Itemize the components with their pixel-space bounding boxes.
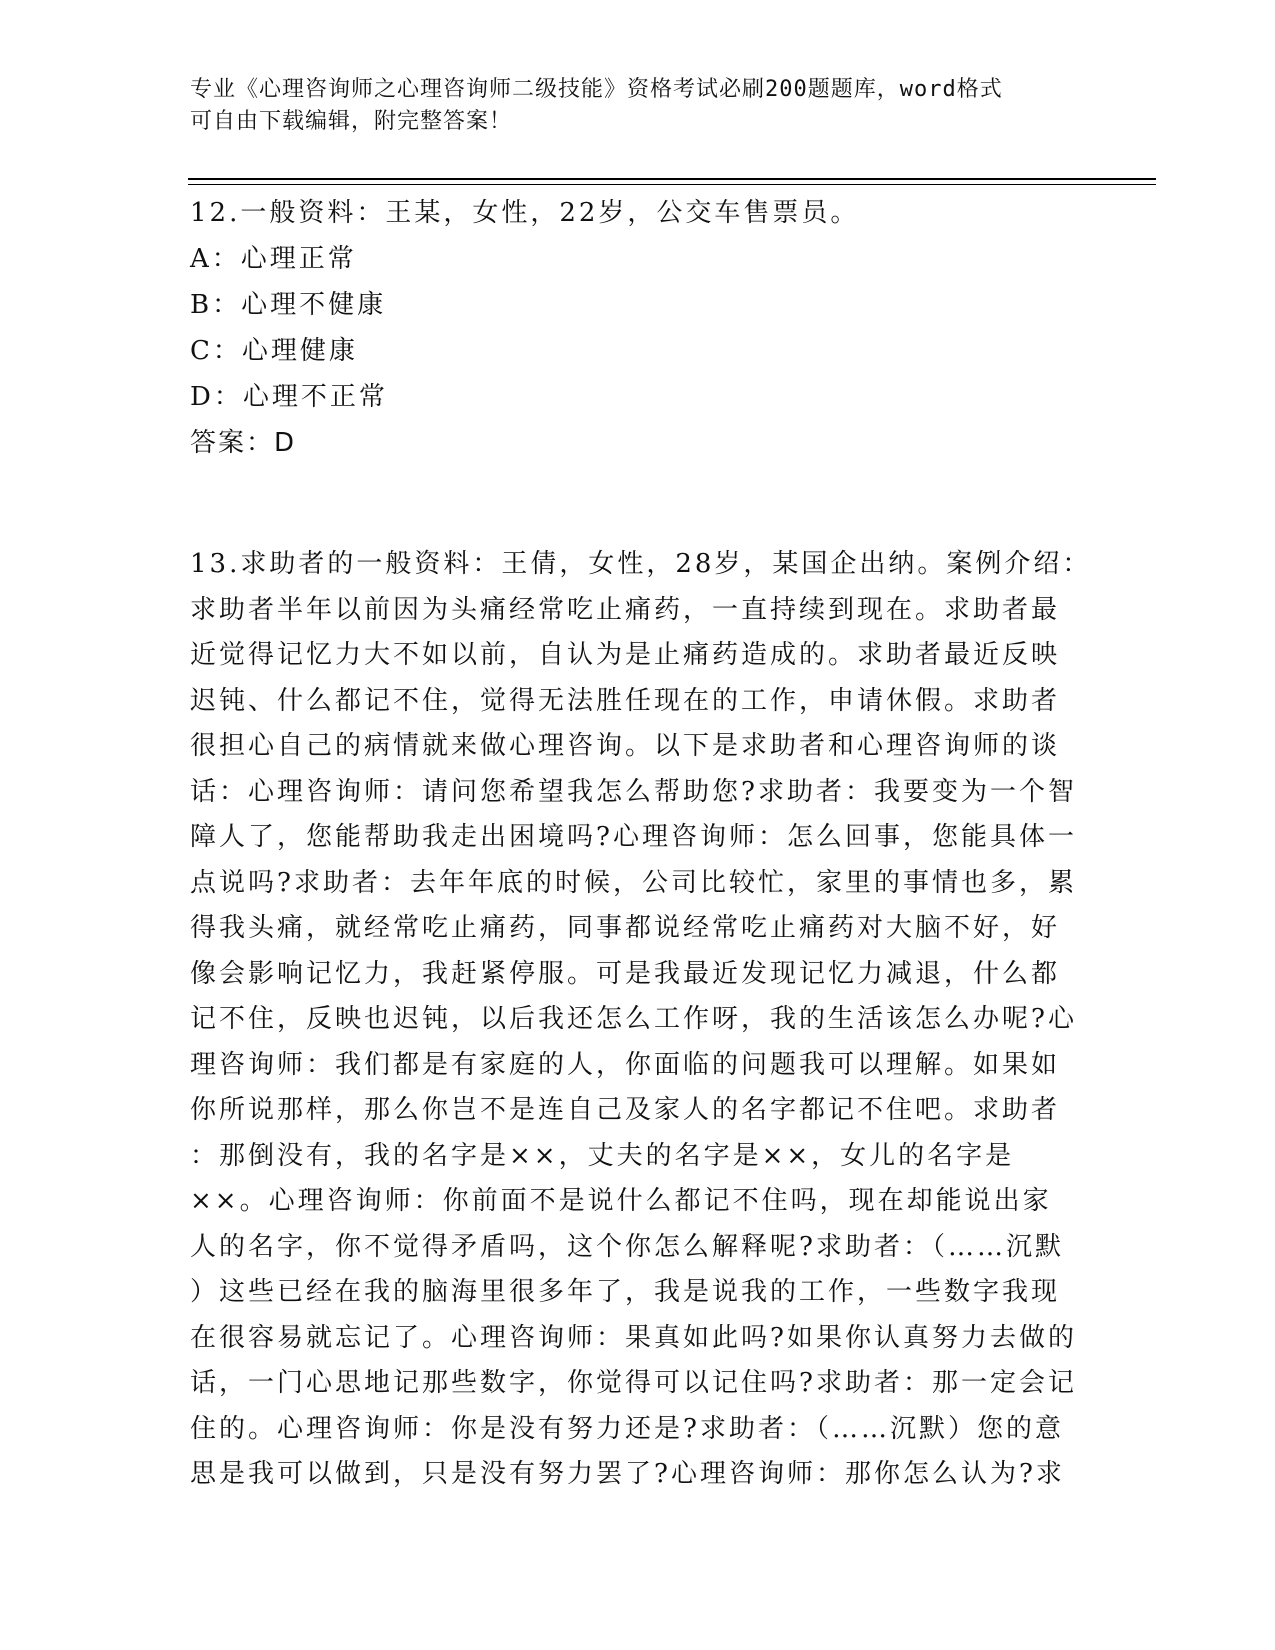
question-text-line: ××。心理咨询师：你前面不是说什么都记不住吗，现在却能说出家 [190,1186,1052,1216]
document-header [190,74,1070,138]
spacer [190,466,1080,542]
question-text-line: 记不住，反映也迟钝，以后我还怎么工作呀，我的生活该怎么办呢?心 [190,1004,1077,1034]
question-text-line: 近觉得记忆力大不如以前，自认为是止痛药造成的。求助者最近反映 [190,640,1061,670]
header-line-1: 专业《心理咨询师之心理咨询师二级技能》资格考试必刷200题题库，word格式 [190,77,1003,102]
question-text-line: 障人了，您能帮助我走出困境吗?心理咨询师：怎么回事，您能具体一 [190,822,1077,852]
question-text-line: 思是我可以做到，只是没有努力罢了?心理咨询师：那你怎么认为?求 [190,1459,1065,1489]
question-text-line: 13.求助者的一般资料：王倩，女性，28岁，某国企出纳。案例介绍： [190,549,1092,579]
question-text-line: 点说吗?求助者：去年年底的时候，公司比较忙，家里的事情也多，累 [190,867,1077,898]
question-text-line: 住的。心理咨询师：你是没有努力还是?求助者：（……沉默）您的意 [190,1413,1064,1444]
question-text-line: ）这些已经在我的脑海里很多年了，我是说我的工作，一些数字我现 [190,1277,1061,1307]
option-b: B：心理不健康 [190,290,387,320]
header-divider-thick [188,178,1156,180]
question-text-line: 迟钝、什么都记不住，觉得无法胜任现在的工作，申请休假。求助者 [190,685,1061,716]
question-text-line: 在很容易就忘记了。心理咨询师：果真如此吗?如果你认真努力去做的 [190,1322,1077,1353]
document-body [190,190,1092,1498]
question-text-line: 得我头痛，就经常吃止痛药，同事都说经常吃止痛药对大脑不好，好 [190,913,1061,943]
question-text-line: 理咨询师：我们都是有家庭的人，你面临的问题我可以理解。如果如 [190,1049,1061,1080]
question-text-line: 求助者半年以前因为头痛经常吃止痛药，一直持续到现在。求助者最 [190,594,1061,625]
question-text-line: 很担心自己的病情就来做心理咨询。以下是求助者和心理咨询师的谈 [190,731,1061,761]
question-text-line: ：那倒没有，我的名字是××，丈夫的名字是××，女儿的名字是 [190,1140,1015,1171]
question-text-line: 你所说那样，那么你岂不是连自己及家人的名字都记不住吧。求助者 [190,1095,1061,1125]
question-12 [190,190,1080,466]
header-line-2: 可自由下载编辑，附完整答案！ [190,109,513,134]
header-divider-thin [188,184,1156,185]
question-text-line: 人的名字，你不觉得矛盾吗，这个你怎么解释呢?求助者：（……沉默 [190,1231,1064,1262]
question-13 [190,542,1092,1498]
option-c: C：心理健康 [190,336,358,366]
question-text-line: 话：心理咨询师：请问您希望我怎么帮助您?求助者：我要变为一个智 [190,776,1077,807]
answer: 答案：D [190,428,297,458]
question-stem: 12.一般资料：王某，女性，22岁，公交车售票员。 [190,198,860,228]
question-text-line: 像会影响记忆力，我赶紧停服。可是我最近发现记忆力减退，什么都 [190,958,1061,989]
option-a: A：心理正常 [190,244,357,274]
question-text-line: 话，一门心思地记那些数字，你觉得可以记住吗?求助者：那一定会记 [190,1368,1077,1398]
option-d: D：心理不正常 [190,382,388,412]
